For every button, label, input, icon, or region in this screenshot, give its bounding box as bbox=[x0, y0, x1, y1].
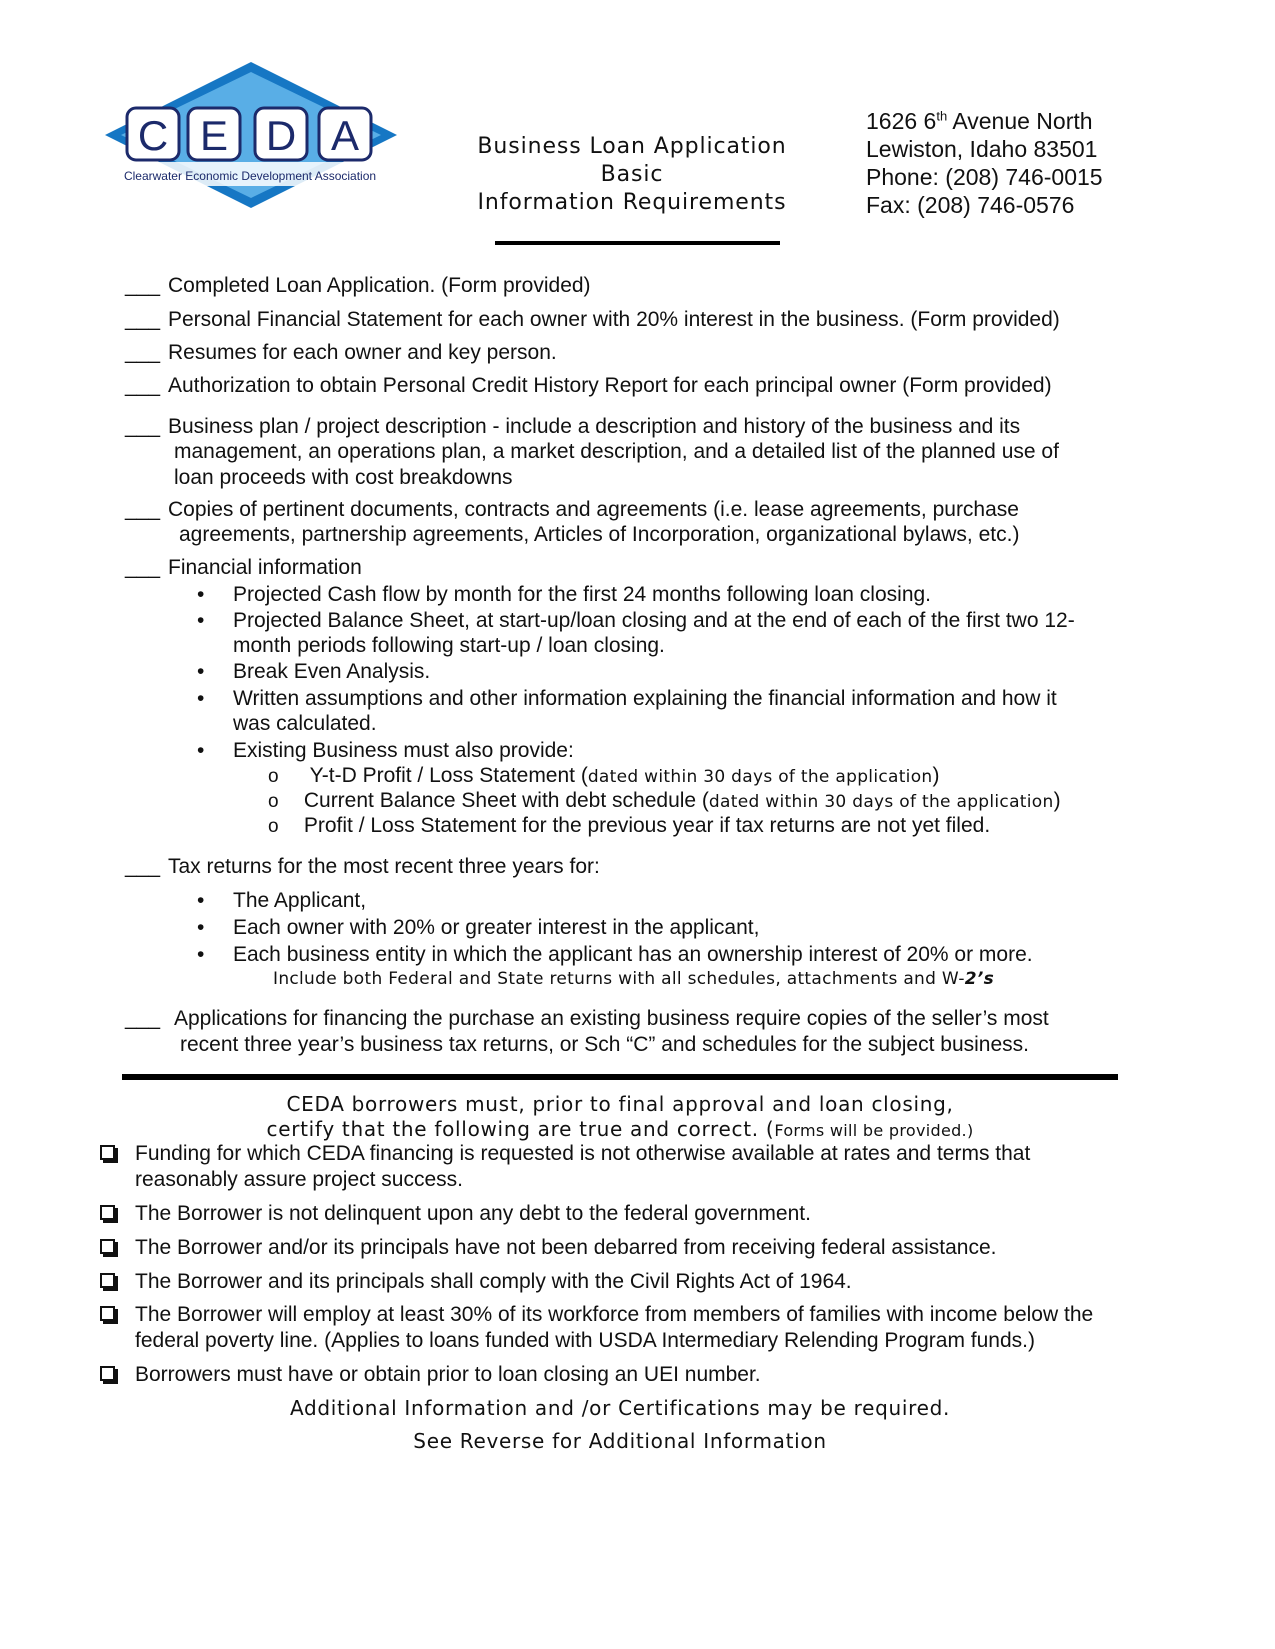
requirement-continuation: loan proceeds with cost breakdowns bbox=[174, 466, 513, 489]
street-address: 1626 6th Avenue North bbox=[866, 108, 1093, 134]
checkoff-blank: ___ bbox=[125, 855, 161, 878]
requirement-item: ___ Completed Loan Application. (Form provided) bbox=[125, 274, 591, 297]
city-state-zip: Lewiston, Idaho 83501 bbox=[866, 136, 1098, 162]
document-title bbox=[470, 133, 794, 217]
ceda-logo bbox=[105, 62, 397, 208]
requirement-item: ___ Authorization to obtain Personal Credit History Report for each principal owner (Form provided) bbox=[125, 374, 1052, 397]
fax-number: Fax: (208) 746-0576 bbox=[866, 192, 1075, 218]
checkbox-icon bbox=[100, 1366, 115, 1381]
logo-letter: D bbox=[265, 112, 297, 159]
checkoff-blank: ___ bbox=[125, 308, 161, 331]
section-divider bbox=[122, 1074, 1118, 1080]
phone-number: Phone: (208) 746-0015 bbox=[866, 164, 1103, 190]
address-block bbox=[866, 107, 1103, 219]
title-underline bbox=[495, 241, 780, 245]
requirement-item: ___ Tax returns for the most recent three years for: bbox=[125, 855, 600, 878]
requirement-item: ___ Applications for financing the purchase an existing business require copies of the seller’s most bbox=[125, 1007, 1049, 1030]
requirement-item: ___ Copies of pertinent documents, contracts and agreements (i.e. lease agreements, purchase bbox=[125, 498, 1019, 521]
certify-heading: CEDA borrowers must, prior to final approval and loan closing, bbox=[286, 1092, 954, 1116]
checkoff-blank: ___ bbox=[125, 1007, 161, 1030]
checkoff-blank: ___ bbox=[125, 415, 161, 438]
requirement-continuation: management, an operations plan, a market description, and a detailed list of the planned use of bbox=[174, 440, 1059, 463]
checkoff-blank: ___ bbox=[125, 498, 161, 521]
requirement-continuation: recent three year’s business tax returns, or Sch “C” and schedules for the subject business. bbox=[180, 1033, 1029, 1056]
checkbox-icon bbox=[100, 1239, 115, 1254]
footer-note: Additional Information and /or Certifications may be required. bbox=[289, 1396, 951, 1420]
checkbox-icon bbox=[100, 1205, 115, 1220]
sub-bullet-item: o Profit / Loss Statement for the previous year if tax returns are not yet filed. bbox=[268, 814, 991, 837]
checkoff-blank: ___ bbox=[125, 341, 161, 364]
logo-letter: A bbox=[330, 112, 360, 159]
checkoff-blank: ___ bbox=[125, 274, 161, 297]
logo-letter: E bbox=[199, 112, 229, 159]
certify-subheading: certify that the following are true and correct. (Forms will be provided.) bbox=[266, 1117, 974, 1141]
checkbox-icon bbox=[100, 1306, 115, 1321]
checkoff-blank: ___ bbox=[125, 374, 161, 397]
requirement-item: ___ Personal Financial Statement for each owner with 20% interest in the business. (Form provided) bbox=[125, 308, 1060, 331]
checkbox-icon bbox=[100, 1273, 115, 1288]
title-line: Business Loan Application bbox=[477, 134, 787, 159]
requirement-item: ___ Resumes for each owner and key person. bbox=[125, 341, 557, 364]
title-line: Information Requirements bbox=[477, 190, 787, 215]
requirement-item: ___ Business plan / project description - include a description and history of the business and its bbox=[125, 415, 1021, 438]
logo-tagline: Clearwater Economic Development Association bbox=[123, 169, 377, 183]
logo-letter: C bbox=[137, 112, 169, 159]
checkoff-blank: ___ bbox=[125, 556, 161, 579]
requirement-continuation: agreements, partnership agreements, Articles of Incorporation, organizational bylaws, etc.) bbox=[179, 523, 1020, 546]
checkbox-icon bbox=[100, 1145, 115, 1160]
sub-bullet-item: o Y-t-D Profit / Loss Statement (dated within 30 days of the application) bbox=[268, 764, 940, 787]
title-line: Basic bbox=[600, 162, 664, 187]
sub-bullet-item: o Current Balance Sheet with debt schedule (dated within 30 days of the application) bbox=[268, 789, 1061, 812]
tax-returns-note: Include both Federal and State returns with all schedules, attachments and W-2’s bbox=[273, 969, 995, 989]
footer-reverse-note: See Reverse for Additional Information bbox=[413, 1429, 827, 1453]
requirement-item: ___ Financial information bbox=[125, 556, 362, 579]
